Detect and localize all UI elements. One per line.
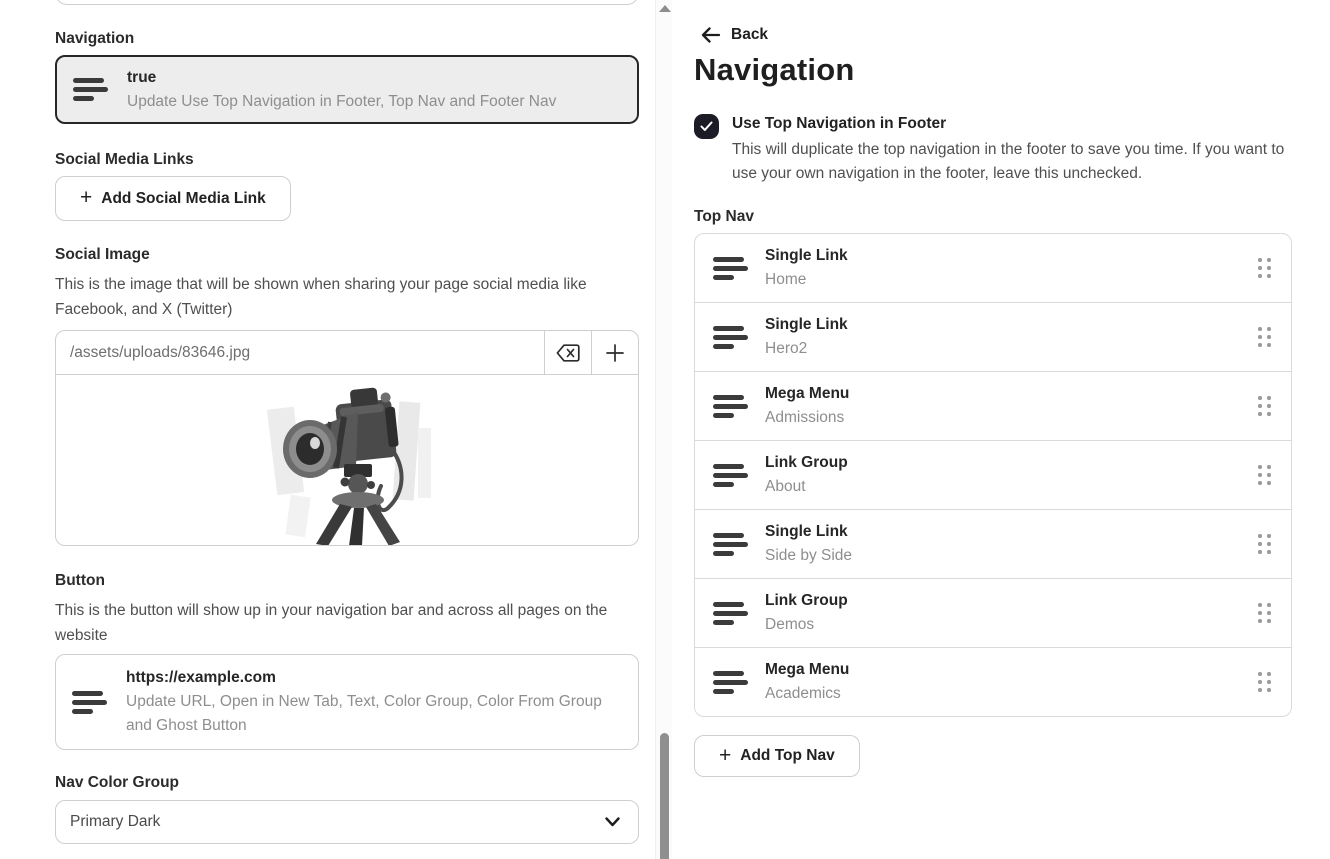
nav-item-name: Academics <box>765 685 841 702</box>
social-media-links-label: Social Media Links <box>55 151 194 168</box>
top-nav-item-about[interactable] <box>694 440 1292 510</box>
nav-item-name: About <box>765 478 806 495</box>
navigation-field-label: Navigation <box>55 30 135 47</box>
add-social-media-link-label: Add Social Media Link <box>101 189 266 207</box>
use-top-navigation-in-footer-label: Use Top Navigation in Footer <box>732 115 947 132</box>
top-nav-list <box>694 233 1292 717</box>
nav-item-name: Home <box>765 271 807 288</box>
left-panel-scrollbar[interactable] <box>655 0 672 859</box>
button-field-card[interactable] <box>55 654 639 750</box>
drag-handle-icon[interactable] <box>1254 599 1275 627</box>
drag-handle-icon[interactable] <box>1254 530 1275 558</box>
use-top-navigation-in-footer-description: This will duplicate the top navigation in the footer to save you time. If you want to use your own navigation in the footer, leave this unchecked. <box>732 141 1285 182</box>
drag-handle-icon[interactable] <box>1254 392 1275 420</box>
nav-color-group-selected-value: Primary Dark <box>70 813 161 830</box>
nav-item-name: Hero2 <box>765 340 808 357</box>
nav-item-type: Mega Menu <box>765 661 850 678</box>
use-top-navigation-in-footer-checkbox[interactable] <box>694 114 719 139</box>
clear-image-button[interactable] <box>544 331 591 374</box>
list-icon <box>73 78 109 101</box>
nav-item-type: Single Link <box>765 316 848 333</box>
nav-item-type: Mega Menu <box>765 385 850 402</box>
nav-item-type: Link Group <box>765 592 848 609</box>
top-nav-item-hero2[interactable] <box>694 302 1292 372</box>
button-field-subtext: Update URL, Open in New Tab, Text, Color Group, Color From Group and Ghost Button <box>126 693 602 734</box>
scrollbar-thumb[interactable] <box>660 733 669 859</box>
plus-icon: + <box>80 186 93 209</box>
backspace-icon <box>556 344 580 362</box>
camera-sketch-image <box>258 376 436 546</box>
social-image-field <box>55 330 639 546</box>
scroll-up-arrow-icon[interactable] <box>659 5 671 12</box>
top-nav-item-admissions[interactable] <box>694 371 1292 441</box>
drag-handle-icon[interactable] <box>1254 461 1275 489</box>
social-image-path-row <box>56 331 638 375</box>
add-top-nav-label: Add Top Nav <box>740 747 835 764</box>
checkmark-icon <box>700 121 713 132</box>
nav-item-type: Link Group <box>765 454 848 471</box>
nav-item-name: Demos <box>765 616 815 633</box>
navigation-field-card[interactable] <box>55 55 639 124</box>
list-icon <box>713 257 749 280</box>
top-nav-item-home[interactable] <box>694 233 1292 303</box>
nav-item-name: Admissions <box>765 409 845 426</box>
navigation-field-description: Update Use Top Navigation in Footer, Top Nav and Footer Nav <box>127 92 557 110</box>
nav-color-group-label: Nav Color Group <box>55 774 180 791</box>
button-field-label: Button <box>55 572 105 589</box>
page-title: Navigation <box>694 52 855 87</box>
list-icon <box>713 464 749 487</box>
use-top-navigation-in-footer-row <box>694 112 1289 186</box>
drag-handle-icon[interactable] <box>1254 668 1275 696</box>
top-nav-label: Top Nav <box>694 208 754 225</box>
social-image-label: Social Image <box>55 246 150 263</box>
plus-icon <box>605 343 625 363</box>
list-icon <box>713 671 749 694</box>
top-nav-item-academics[interactable] <box>694 647 1292 717</box>
previous-field-partial <box>55 0 639 5</box>
button-field-description: This is the button will show up in your navigation bar and across all pages on the website <box>55 602 608 644</box>
plus-icon: + <box>719 743 732 767</box>
social-image-preview <box>56 375 638 546</box>
add-top-nav-button[interactable] <box>694 735 860 777</box>
list-icon <box>713 326 749 349</box>
list-icon <box>713 395 749 418</box>
drag-handle-icon[interactable] <box>1254 254 1275 282</box>
nav-item-name: Side by Side <box>765 547 853 564</box>
list-icon <box>713 533 749 556</box>
social-image-path-input[interactable] <box>56 331 544 374</box>
navigation-field-value: true <box>127 68 157 86</box>
button-field-value: https://example.com <box>126 669 276 686</box>
social-image-description: This is the image that will be shown when sharing your page social media like Facebook, and X (Twitter) <box>55 276 587 318</box>
add-social-media-link-button[interactable] <box>55 176 291 221</box>
nav-item-type: Single Link <box>765 523 848 540</box>
top-nav-item-side-by-side[interactable] <box>694 509 1292 579</box>
list-icon <box>713 602 749 625</box>
add-image-button[interactable] <box>591 331 638 374</box>
chevron-down-icon <box>605 817 620 827</box>
top-nav-item-demos[interactable] <box>694 578 1292 648</box>
back-button[interactable] <box>701 26 768 44</box>
nav-color-group-select[interactable] <box>55 800 639 844</box>
back-arrow-icon <box>701 27 721 43</box>
back-label: Back <box>731 26 769 43</box>
list-icon <box>72 691 108 714</box>
nav-item-type: Single Link <box>765 247 848 264</box>
drag-handle-icon[interactable] <box>1254 323 1275 351</box>
